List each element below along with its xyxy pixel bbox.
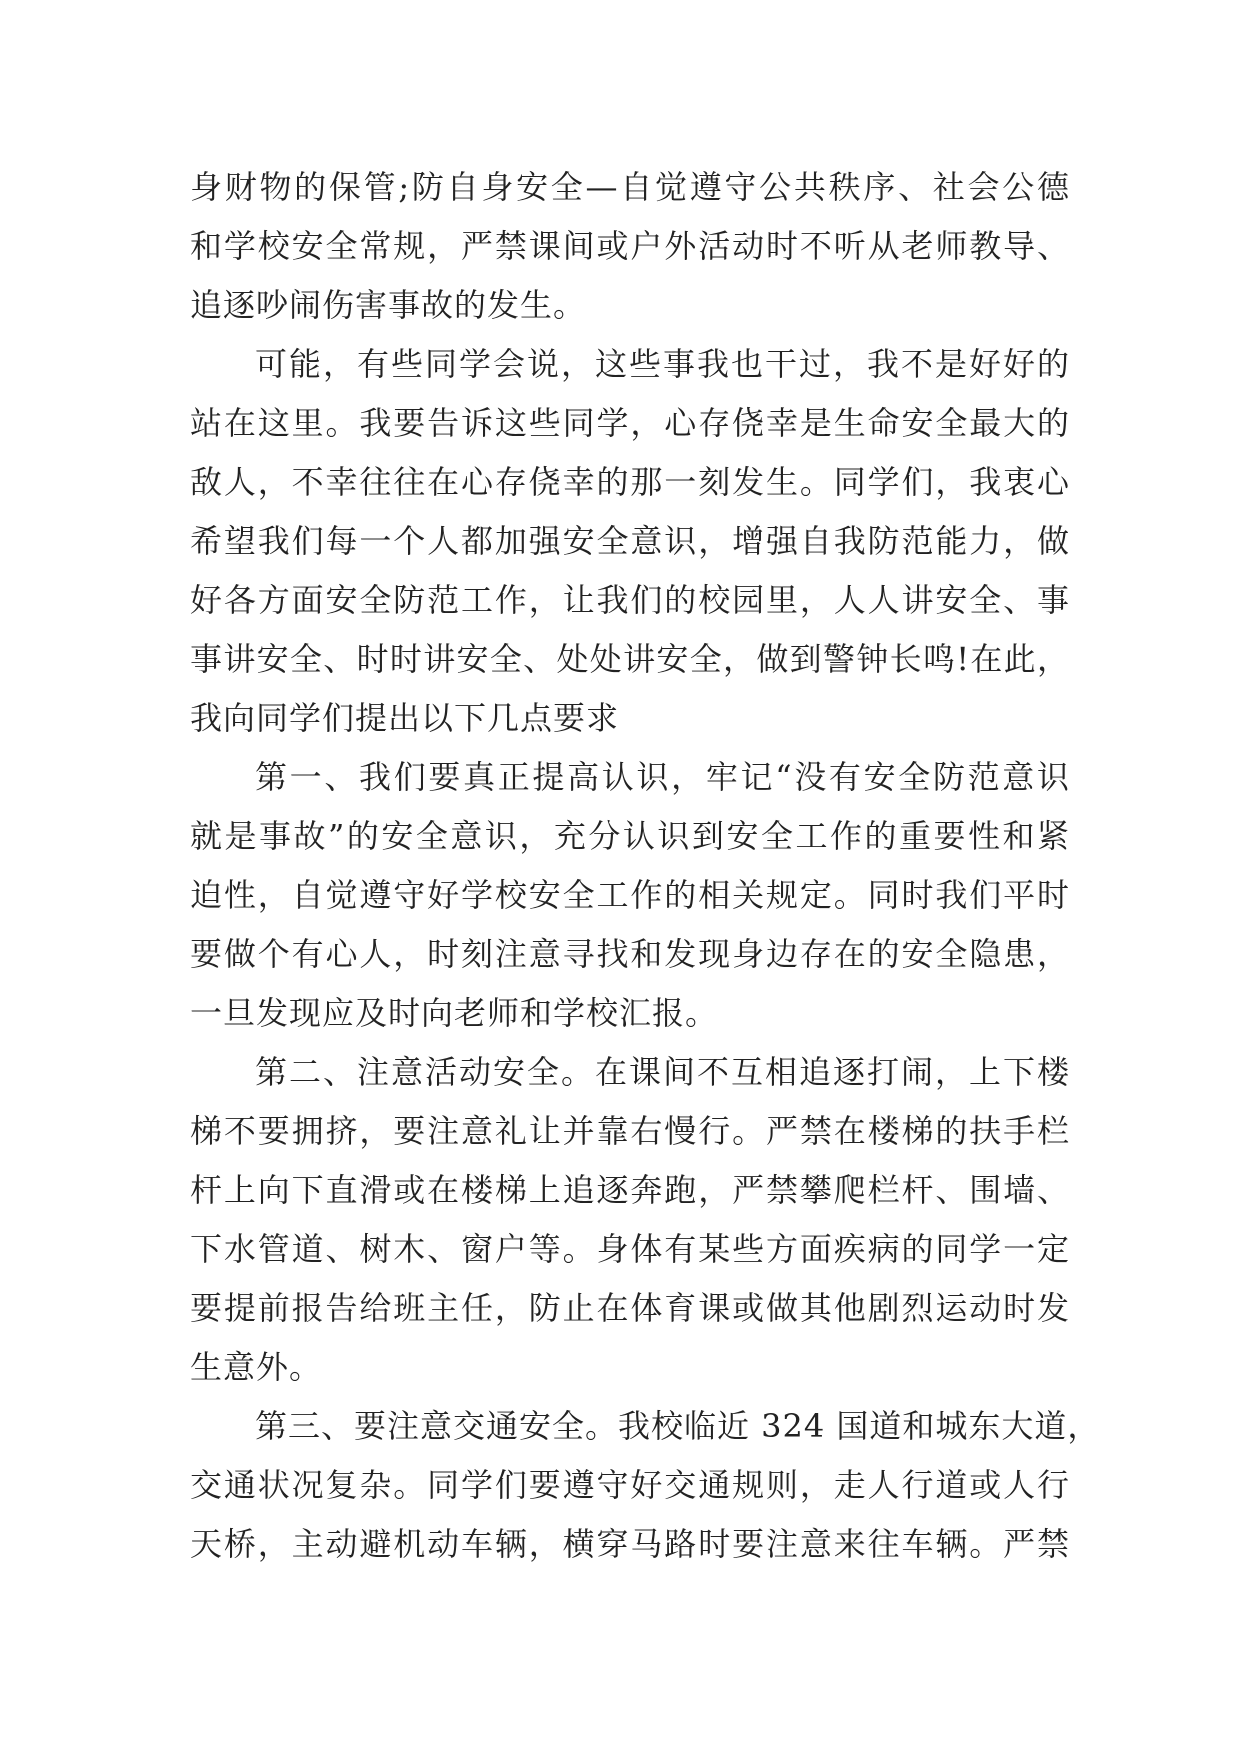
- text-line: 可能，有些同学会说，这些事我也干过，我不是好好的: [255, 345, 1070, 383]
- document-body: [190, 158, 1101, 1574]
- text-line: 要做个有心人，时刻注意寻找和发现身边存在的安全隐患，: [190, 935, 1070, 973]
- paragraph: [190, 1043, 1070, 1397]
- text-line: 生意外。: [190, 1348, 323, 1386]
- text-line: 站在这里。我要告诉这些同学，心存侥幸是生命安全最大的: [190, 404, 1070, 442]
- text-line: 好各方面安全防范工作，让我们的校园里，人人讲安全、事: [190, 581, 1070, 619]
- text-line: 第三、要注意交通安全。我校临近 324 国道和城东大道，: [255, 1407, 1101, 1445]
- paragraph: [190, 158, 1070, 335]
- text-line: 下水管道、树木、窗户等。身体有某些方面疾病的同学一定: [190, 1230, 1070, 1268]
- text-line: 第二、注意活动安全。在课间不互相追逐打闹，上下楼: [255, 1053, 1070, 1091]
- text-line: 杆上向下直滑或在楼梯上追逐奔跑，严禁攀爬栏杆、围墙、: [190, 1171, 1070, 1209]
- text-line: 迫性，自觉遵守好学校安全工作的相关规定。同时我们平时: [190, 876, 1070, 914]
- text-line: 敌人，不幸往往在心存侥幸的那一刻发生。同学们，我衷心: [190, 463, 1070, 501]
- paragraph: [190, 335, 1070, 748]
- paragraph: [190, 748, 1070, 1043]
- text-line: 要提前报告给班主任，防止在体育课或做其他剧烈运动时发: [190, 1289, 1070, 1327]
- paragraph: [190, 1397, 1101, 1574]
- text-line: 希望我们每一个人都加强安全意识，增强自我防范能力，做: [190, 522, 1070, 560]
- text-line: 一旦发现应及时向老师和学校汇报。: [190, 994, 719, 1032]
- text-line: 我向同学们提出以下几点要求: [190, 699, 620, 737]
- text-line: 交通状况复杂。同学们要遵守好交通规则，走人行道或人行: [190, 1466, 1070, 1504]
- text-line: 追逐吵闹伤害事故的发生。: [190, 286, 587, 324]
- text-line: 第一、我们要真正提高认识，牢记“没有安全防范意识: [255, 758, 1070, 796]
- text-line: 事讲安全、时时讲安全、处处讲安全，做到警钟长鸣!在此，: [190, 640, 1070, 678]
- text-line: 就是事故”的安全意识，充分认识到安全工作的重要性和紧: [190, 817, 1070, 855]
- text-line: 梯不要拥挤，要注意礼让并靠右慢行。严禁在楼梯的扶手栏: [190, 1112, 1070, 1150]
- text-line: 天桥，主动避机动车辆，横穿马路时要注意来往车辆。严禁: [190, 1525, 1070, 1563]
- text-line: 和学校安全常规，严禁课间或户外活动时不听从老师教导、: [190, 227, 1070, 265]
- text-line: 身财物的保管;防自身安全—自觉遵守公共秩序、社会公德: [190, 168, 1070, 206]
